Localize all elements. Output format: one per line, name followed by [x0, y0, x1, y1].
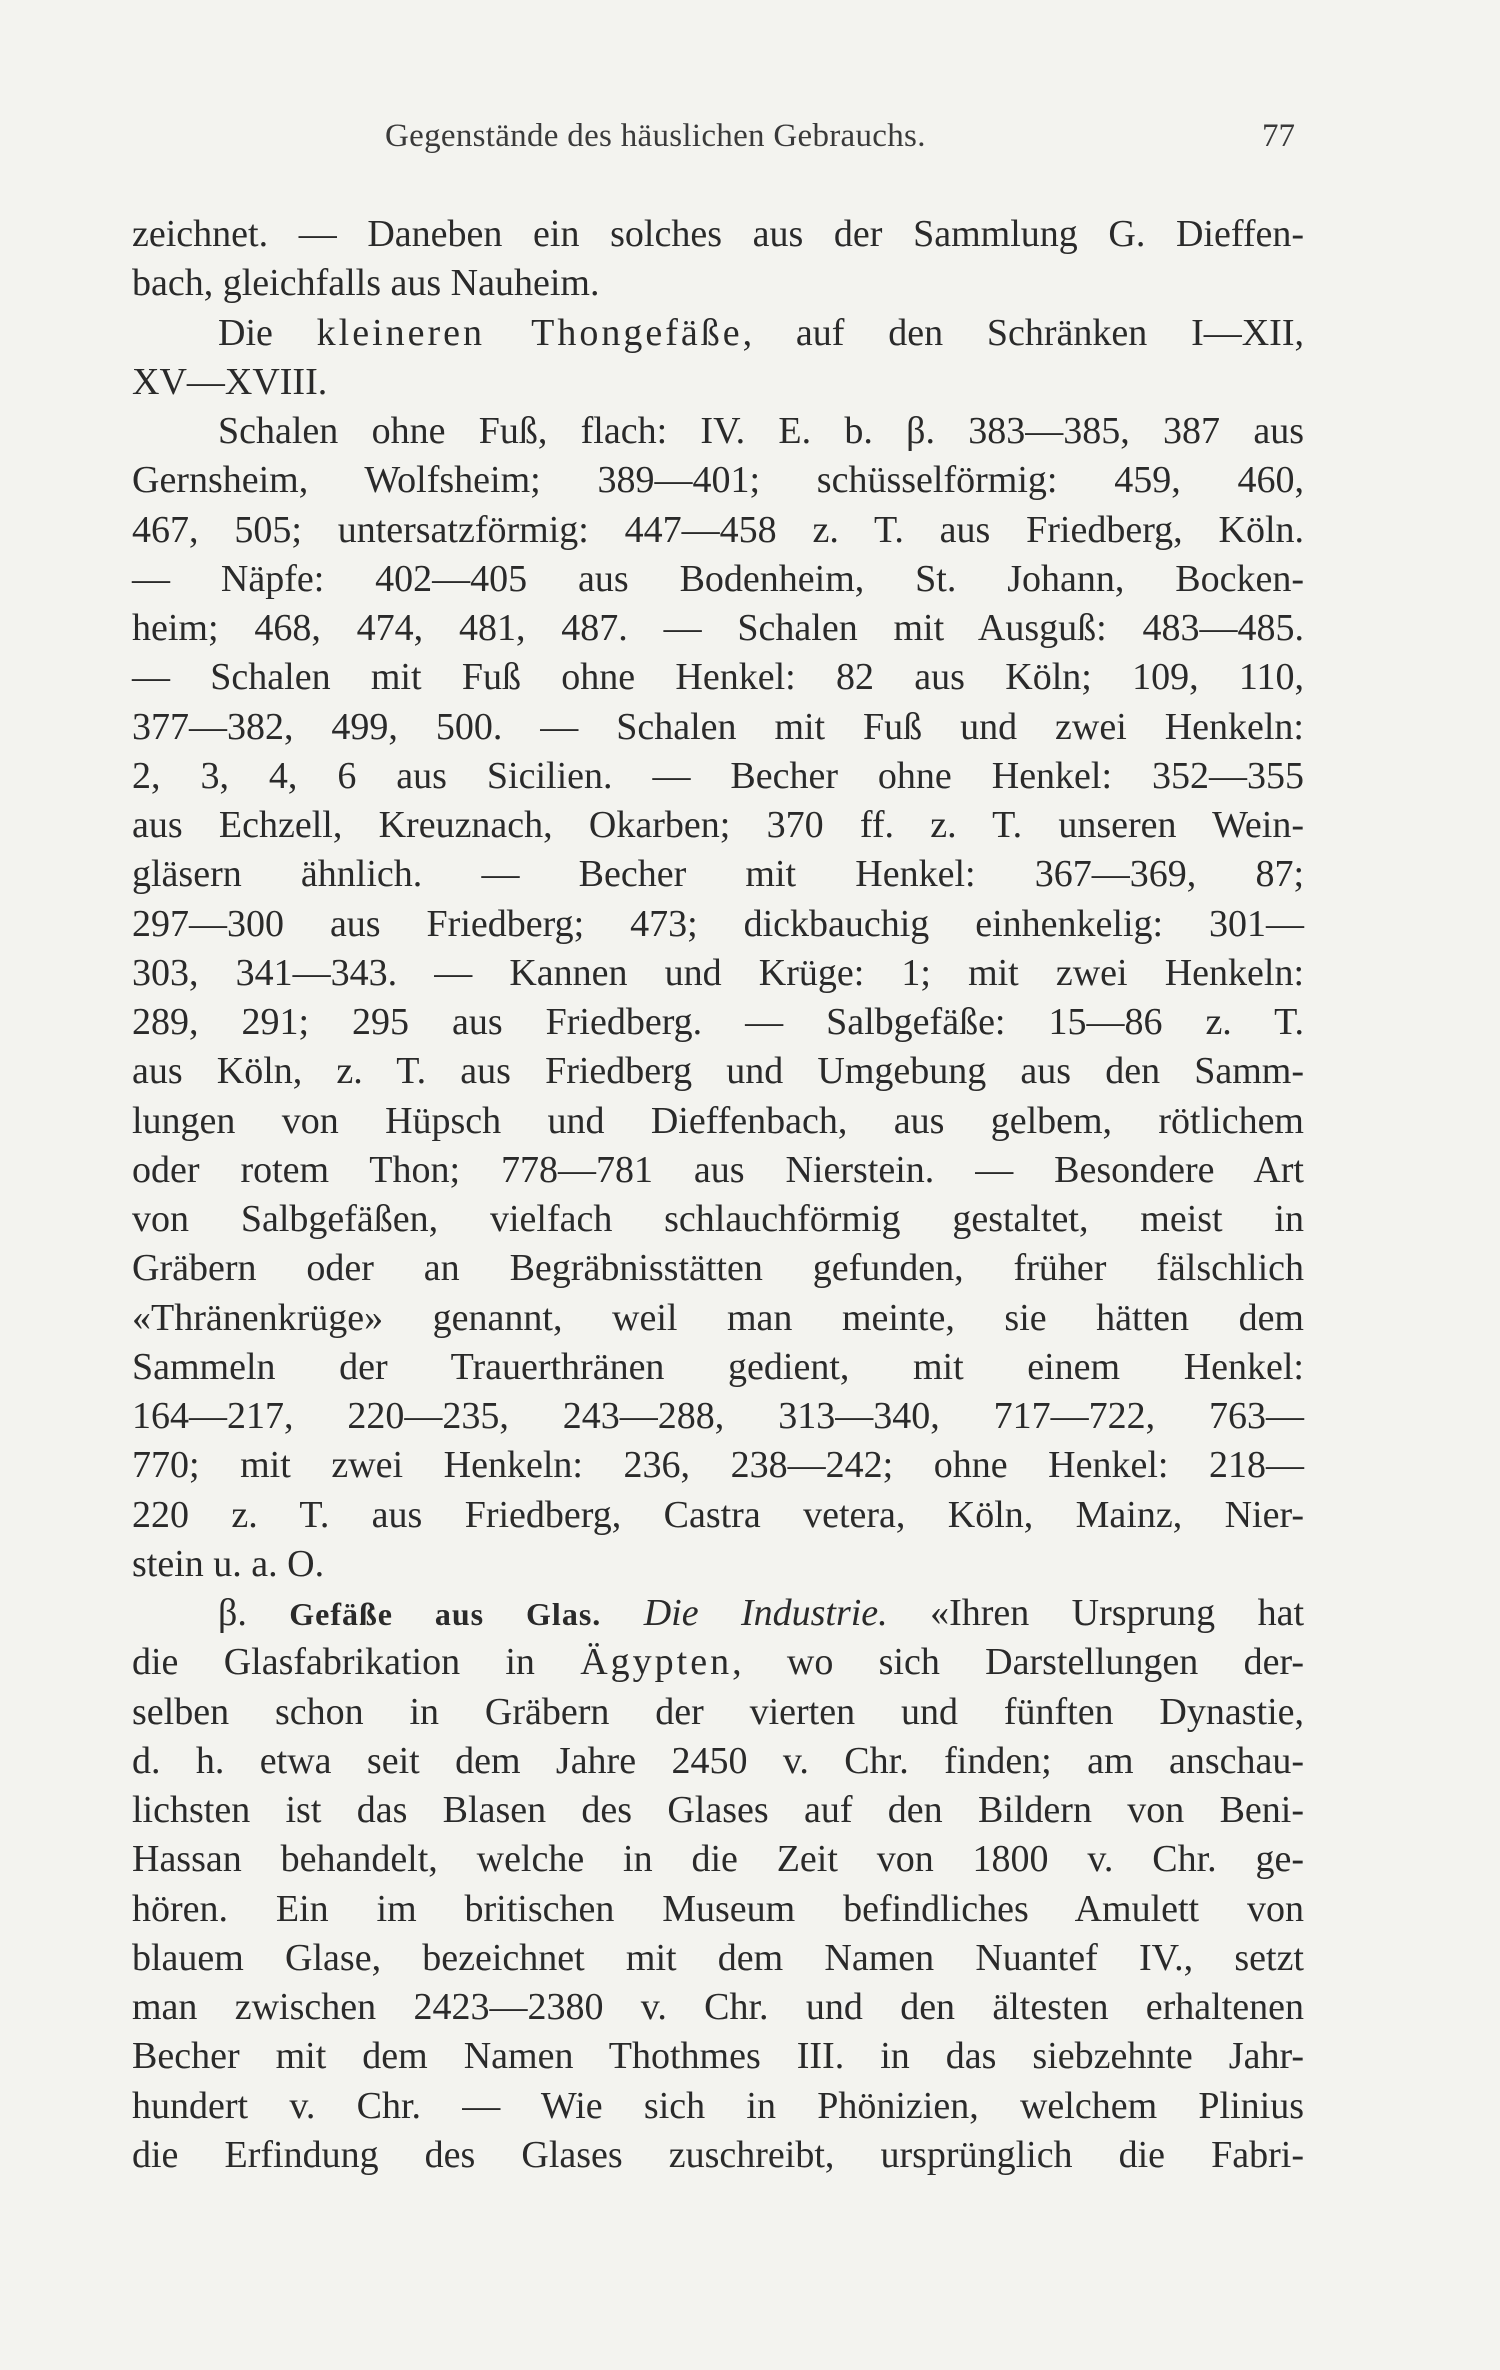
text-line: 303, 341—343. — Kannen und Krüge: 1; mit zwei Henkeln:: [132, 951, 1304, 994]
text-line: hören. Ein im britischen Museum befindliches Amulett von: [132, 1887, 1304, 1930]
body-text: [132, 210, 1304, 2180]
text-line: 377—382, 499, 500. — Schalen mit Fuß und zwei Henkeln:: [132, 705, 1304, 748]
text-line: hundert v. Chr. — Wie sich in Phönizien, welchem Plinius: [132, 2084, 1304, 2127]
emphasized-term: Ägypten: [580, 1641, 733, 1684]
text-line: die Erfindung des Glases zuschreibt, ursprünglich die Fabri-: [132, 2133, 1304, 2176]
text-line: β. Gefäße aus Glas. Die Industrie. «Ihren Ursprung hat: [218, 1592, 1305, 1634]
text-line: 289, 291; 295 aus Friedberg. — Salbgefäße: 15—86 z. T.: [132, 1001, 1304, 1043]
text-line: — Schalen mit Fuß ohne Henkel: 82 aus Köln; 109, 110,: [132, 656, 1304, 699]
text-line: 770; mit zwei Henkeln: 236, 238—242; ohne Henkel: 218—: [132, 1444, 1304, 1487]
text-line: Sammeln der Trauerthränen gedient, mit einem Henkel:: [132, 1345, 1304, 1388]
text-line: Schalen ohne Fuß, flach: IV. E. b. β. 383—385, 387 aus: [218, 410, 1304, 452]
text-line: aus Köln, z. T. aus Friedberg und Umgebung aus den Samm-: [132, 1050, 1304, 1093]
text-line: 467, 505; untersatzförmig: 447—458 z. T. aus Friedberg, Köln.: [132, 508, 1304, 551]
text-line: zeichnet. — Daneben ein solches aus der Sammlung G. Dieffen-: [132, 213, 1304, 255]
section-subheading: Die Industrie.: [643, 1592, 888, 1634]
text-line: gläsern ähnlich. — Becher mit Henkel: 367—369, 87;: [132, 853, 1304, 896]
text-line: von Salbgefäßen, vielfach schlauchförmig gestaltet, meist in: [132, 1198, 1304, 1240]
text-line: bach, gleichfalls aus Nauheim.: [132, 262, 600, 305]
section-heading: Gefäße aus Glas.: [289, 1596, 602, 1632]
text-line: heim; 468, 474, 481, 487. — Schalen mit Ausguß: 483—485.: [132, 607, 1304, 649]
text-line: lichsten ist das Blasen des Glases auf den Bildern von Beni-: [132, 1789, 1304, 1831]
page-header: [385, 118, 1295, 162]
text-line: «Thränenkrüge» genannt, weil man meinte, sie hätten dem: [132, 1296, 1304, 1339]
text-line: stein u. a. O.: [132, 1542, 325, 1585]
text-line: Gräbern oder an Begräbnisstätten gefunden, früher fälschlich: [132, 1247, 1304, 1290]
text-line: 2, 3, 4, 6 aus Sicilien. — Becher ohne Henkel: 352—355: [132, 754, 1304, 797]
text-line: XV—XVIII.: [132, 360, 328, 403]
text-line: blauem Glase, bezeichnet mit dem Namen Nuantef IV., setzt: [132, 1936, 1304, 1979]
text-line: selben schon in Gräbern der vierten und fünften Dynastie,: [132, 1690, 1304, 1733]
text-line: Die kleineren Thongefäße, auf den Schränken I—XII,: [218, 311, 1304, 354]
text-line: Becher mit dem Namen Thothmes III. in das siebzehnte Jahr-: [132, 2035, 1304, 2078]
text-line: Gernsheim, Wolfsheim; 389—401; schüsselförmig: 459, 460,: [132, 459, 1304, 502]
text-line: d. h. etwa seit dem Jahre 2450 v. Chr. finden; am anschau-: [132, 1739, 1304, 1782]
text-line: lungen von Hüpsch und Dieffenbach, aus gelbem, rötlichem: [132, 1099, 1304, 1142]
emphasized-term: kleineren Thongefäße: [316, 311, 743, 354]
text-line: 297—300 aus Friedberg; 473; dickbauchig einhenkelig: 301—: [132, 902, 1304, 945]
text-line: aus Echzell, Kreuznach, Okarben; 370 ff. z. T. unseren Wein-: [132, 804, 1304, 846]
text-line: man zwischen 2423—2380 v. Chr. und den ältesten erhaltenen: [132, 1986, 1304, 2028]
text-line: 220 z. T. aus Friedberg, Castra vetera, Köln, Mainz, Nier-: [132, 1493, 1304, 1536]
text-line: 164—217, 220—235, 243—288, 313—340, 717—722, 763—: [132, 1395, 1304, 1437]
text-line: oder rotem Thon; 778—781 aus Nierstein. — Besondere Art: [132, 1148, 1304, 1191]
page-number: 77: [1262, 118, 1295, 154]
text-line: die Glasfabrikation in Ägypten, wo sich Darstellungen der-: [132, 1641, 1304, 1684]
text-line: Hassan behandelt, welche in die Zeit von 1800 v. Chr. ge-: [132, 1838, 1304, 1881]
text-line: — Näpfe: 402—405 aus Bodenheim, St. Johann, Bocken-: [132, 557, 1304, 600]
running-title: Gegenstände des häuslichen Gebrauchs.: [385, 118, 926, 154]
